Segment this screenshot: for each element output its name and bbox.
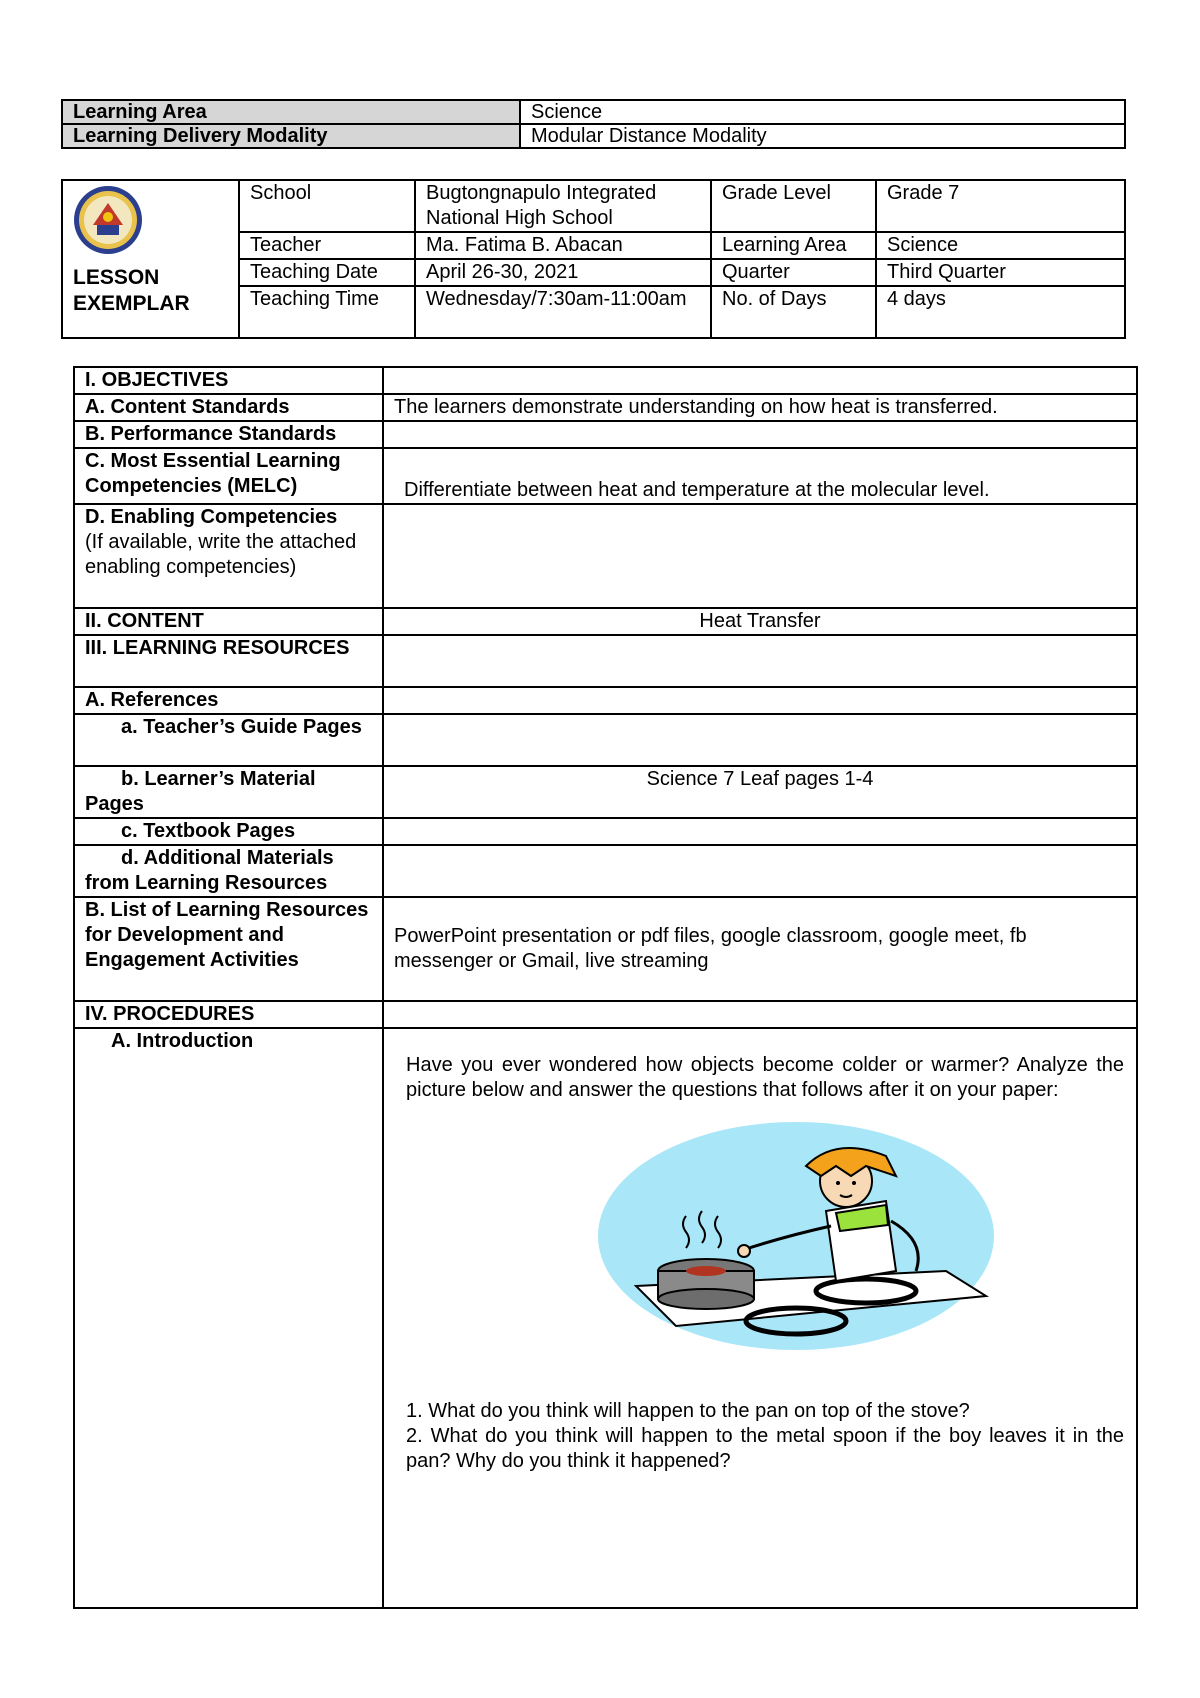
area-value: Science (876, 232, 1125, 259)
lesson-info-table (61, 179, 1126, 339)
lesson-title-line2: EXEMPLAR (73, 292, 190, 315)
days-label: No. of Days (711, 286, 876, 338)
introduction-text: A. Introduction (111, 1030, 254, 1052)
modality-value: Modular Distance Modality (520, 124, 1125, 148)
melc-label: C. Most Essential Learning Competencies (MELC) (74, 448, 383, 504)
enabling-competencies-cell (74, 504, 383, 608)
enabling-competencies-value (383, 504, 1137, 608)
grade-value: Grade 7 (876, 180, 1125, 232)
teachers-guide-text: a. Teacher’s Guide Pages (121, 716, 362, 738)
performance-standards-label: B. Performance Standards (74, 421, 383, 448)
references-value (383, 687, 1137, 714)
date-label: Teaching Date (239, 259, 415, 286)
learners-material-text: b. Learner’s Material Pages (85, 768, 316, 815)
list-resources-label: B. List of Learning Resources for Development and Engagement Activities (74, 897, 383, 1001)
learning-resources-label: III. LEARNING RESOURCES (74, 635, 383, 687)
additional-materials-label (74, 845, 383, 897)
lesson-title-line1: LESSON (73, 266, 160, 289)
procedures-label: IV. PROCEDURES (74, 1001, 383, 1028)
content-label: II. CONTENT (74, 608, 383, 635)
question-1: 1. What do you think will happen to the pan on top of the stove? (406, 1400, 970, 1422)
question-2: 2. What do you think will happen to the metal spoon if the boy leaves it in the pan? Why do you think it happened? (406, 1425, 1124, 1472)
deped-seal-icon (73, 185, 143, 255)
textbook-text: c. Textbook Pages (121, 820, 296, 842)
introduction-label (74, 1028, 383, 1608)
additional-materials-text: d. Additional Materials from Learning Resources (85, 847, 334, 894)
procedures-value (383, 1001, 1137, 1028)
school-value: Bugtongnapulo Integrated National High School (415, 180, 711, 232)
textbook-label (74, 818, 383, 845)
lesson-plan-table (73, 366, 1138, 1609)
introduction-prompt: Have you ever wondered how objects become colder or warmer? Analyze the picture below and answer the questions that follows after it on your paper: (406, 1054, 1124, 1101)
introduction-content (383, 1028, 1137, 1608)
days-value: 4 days (876, 286, 1125, 338)
area-label: Learning Area (711, 232, 876, 259)
learners-material-value: Science 7 Leaf pages 1-4 (383, 766, 1137, 818)
modality-label: Learning Delivery Modality (62, 124, 520, 148)
teachers-guide-label (74, 714, 383, 766)
boy-cooking-illustration (596, 1121, 996, 1351)
learning-area-value: Science (520, 100, 1125, 124)
date-value: April 26-30, 2021 (415, 259, 711, 286)
grade-label: Grade Level (711, 180, 876, 232)
learning-resources-value (383, 635, 1137, 687)
melc-value: Differentiate between heat and temperature at the molecular level. (383, 448, 1137, 504)
teacher-label: Teacher (239, 232, 415, 259)
content-value: Heat Transfer (383, 608, 1137, 635)
learners-material-label (74, 766, 383, 818)
enabling-competencies-label: D. Enabling Competencies (85, 506, 338, 528)
objectives-value (383, 367, 1137, 394)
quarter-value: Third Quarter (876, 259, 1125, 286)
quarter-label: Quarter (711, 259, 876, 286)
content-standards-value: The learners demonstrate understanding on how heat is transferred. (383, 394, 1137, 421)
references-label: A. References (74, 687, 383, 714)
school-label: School (239, 180, 415, 232)
time-label: Teaching Time (239, 286, 415, 338)
list-resources-value: PowerPoint presentation or pdf files, google classroom, google meet, fb messenger or Gmail, live streaming (383, 897, 1137, 1001)
performance-standards-value (383, 421, 1137, 448)
objectives-label: I. OBJECTIVES (74, 367, 383, 394)
learning-area-label: Learning Area (62, 100, 520, 124)
learning-area-table (61, 99, 1126, 149)
lesson-exemplar-cell (62, 180, 239, 338)
additional-materials-value (383, 845, 1137, 897)
time-value: Wednesday/7:30am-11:00am (415, 286, 711, 338)
content-standards-label: A. Content Standards (74, 394, 383, 421)
teacher-value: Ma. Fatima B. Abacan (415, 232, 711, 259)
textbook-value (383, 818, 1137, 845)
enabling-competencies-note: (If available, write the attached enabling competencies) (85, 531, 357, 578)
teachers-guide-value (383, 714, 1137, 766)
